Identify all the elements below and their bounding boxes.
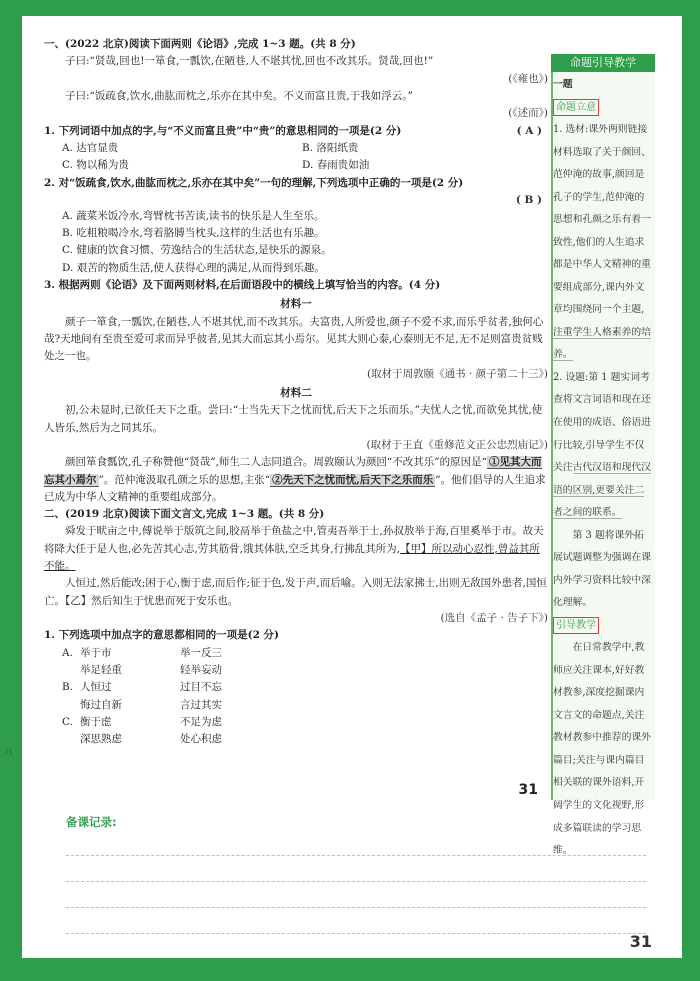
question-1-answer: ( A ) <box>516 124 542 137</box>
material-one-source: (取材于周敦颐《通书 · 颜子第二十三》) <box>367 367 548 380</box>
side-text-4: 在日常教学中,教师应关注课本,好好教材教参,深度挖掘课内文言文的命题点,关注教材教参中推荐的课外篇目;关注与课内篇目相关联的课外语料,开阔学生的文化视野,形成多篇联读的学习思维。 <box>553 642 651 857</box>
mencius-paragraph-2: 人恒过,然后能改;困于心,衡于虑,而后作;征于色,发于声,而后喻。入则无法家拂士,出则无敌国外患者,国恒亡。【乙】然后知生于忧患而死于安乐也。 <box>44 577 547 607</box>
inner-page-number: 31 <box>518 781 538 798</box>
section-two-header: 二、(2019 北京)阅读下面文言文,完成 1~3 题。(共 8 分) <box>44 508 325 521</box>
question-2-answer-row <box>44 192 548 208</box>
material-two-text: 初,公未显时,已欲任天下之重。尝曰:“士当先天下之忧而忧,后天下之乐而乐。”夫忧人之忧,而欲免其忧,使人皆乐,然后为之同其乐。 <box>44 404 543 434</box>
note-line[interactable] <box>66 856 646 882</box>
question-2-option-b: B. 吃粗粮喝冷水,弯着胳膊当枕头,这样的生活也有乐趣。 <box>62 227 325 240</box>
side-panel-header: 命题引导教学 <box>551 54 655 72</box>
note-line[interactable] <box>66 882 646 908</box>
option-c-word-4: 处心积虑 <box>180 733 222 746</box>
analects-quote-1: 子曰:“贤哉,回也!一箪食,一瓢饮,在陋巷,人不堪其忧,回也不改其乐。贤哉,回也!” <box>65 55 434 68</box>
mencius-source: (选自《孟子 · 告子下》) <box>440 612 548 624</box>
mencius-bracket-jia: 【甲】所以动心忍性,曾益其所不能。 <box>44 542 540 573</box>
side-text-1a: 1. 选材:课外两则链接材料选取了关于颜回、范仲淹的故事,颜回是孔子的学生,范仲淹的思想和孔颜之乐有着一致性,他们的人生追求都是中华人文精神的重要组成部分,课内外文章均围绕同一个主题, <box>553 124 651 316</box>
analects-source-1: (《雍也》) <box>508 72 548 85</box>
option-b-word-4: 言过其实 <box>180 698 222 711</box>
side-text-2a: 2. 设题:第 1 题实词考查将文言词语和现在还在使用的成语、俗语进行比较,引导学生不仅关注 <box>553 371 651 474</box>
analects-quote-2: 子曰:“饭疏食,饮水,曲肱而枕之,乐亦在其中矣。不义而富且贵,于我如浮云。” <box>65 89 413 102</box>
question-1-option-a: A. 达官显贵 <box>62 141 119 154</box>
option-c-label: C. <box>62 715 73 728</box>
option-b-word-2: 过目不忘 <box>180 681 222 694</box>
note-line[interactable] <box>66 830 646 856</box>
option-a-word-4: 轻举妄动 <box>180 663 222 676</box>
option-b-word-1: 人恒过 <box>80 681 112 694</box>
material-one-text: 颜子一箪食,一瓢饮,在陋巷,人不堪其忧,而不改其乐。夫富贵,人所爱也,颜子不爱不求,而乐乎贫者,独何心哉?天地间有至贵至爱可求而异乎彼者,见其大而忘其小焉尔。见其大则心泰,心泰则无不足,无不足则富贵贫贱处之一也。 <box>44 315 544 363</box>
question-1-option-c: C. 物以稀为贵 <box>62 159 129 172</box>
question-2-text: 2. 对“饭疏食,饮水,曲肱而枕之,乐亦在其中矣”一句的理解,下列选项中正确的一项是(2 分) <box>44 176 464 189</box>
option-a-label: A. <box>62 646 73 659</box>
side-text-2 <box>553 367 653 525</box>
section-two-question-1-stem: 1. 下列选项中加点字的意思都相同的一项是(2 分) <box>44 629 280 642</box>
question-3-stem: 3. 根据两则《论语》及下面两则材料,在后面语段中的横线上填写恰当的内容。(4 分) <box>44 279 441 292</box>
material-two-source: (取材于王直《重修范文正公忠烈庙记》) <box>366 438 548 451</box>
question-1-options-row-1 <box>44 140 548 157</box>
question-2-option-c: C. 健康的饮食习惯、劳逸结合的生活状态,是快乐的源泉。 <box>62 244 332 257</box>
section-one-header: 一、(2022 北京)阅读下面两则《论语》,完成 1~3 题。(共 8 分) <box>44 38 356 50</box>
option-a-word-3: 举足轻重 <box>80 663 122 676</box>
side-text-1 <box>553 119 653 367</box>
mencius-paragraph-1 <box>44 523 548 575</box>
question-1-options-row-2 <box>44 157 548 174</box>
tag-guided-teaching: 引导教学 <box>553 617 599 634</box>
note-line[interactable] <box>66 908 646 934</box>
question-1-stem <box>44 123 548 140</box>
side-text-2b: 古代汉语和现代汉语的区别,更要关注二者之间的联系。 <box>553 462 651 519</box>
side-section-label: 一题 <box>553 79 573 90</box>
side-panel-body <box>553 74 653 863</box>
material-two-title: 材料二 <box>280 386 312 399</box>
option-a-word-2: 举一反三 <box>180 646 222 659</box>
fill-paragraph-part-a: 颜回箪食瓢饮,孔子称赞他“贤哉”,师生二人志同道合。周敦颐认为颜回“不改其乐”的原因是“ <box>65 456 488 469</box>
question-2-answer: ( B ) <box>515 193 542 206</box>
fill-answer-2: ②先天下之忧而忧,后天下之乐而乐 <box>272 473 434 486</box>
option-c-word-3: 深思熟虑 <box>80 733 122 746</box>
fill-answer-1: ①见其大而忘其小焉尔 <box>44 456 542 486</box>
fill-paragraph <box>44 454 548 506</box>
question-1-option-d: D. 春雨贵如油 <box>302 159 370 172</box>
option-b-label: B. <box>62 681 74 694</box>
lesson-notes <box>66 814 646 934</box>
side-text-1b: 注重学生人格素养的培养。 <box>553 326 651 361</box>
question-2-option-a: A. 蔬菜米饭冷水,弯臂枕书苦读,读书的快乐是人生至乐。 <box>62 209 325 222</box>
option-b-word-3: 悔过自新 <box>80 698 122 711</box>
analects-source-2: (《述而》) <box>508 107 548 120</box>
tag-proposition-intent: 命题立意 <box>553 99 599 116</box>
outer-page-number: 31 <box>629 932 652 951</box>
fill-paragraph-part-b: ”。范仲淹汲取孔颜之乐的思想,主张“ <box>98 473 271 486</box>
mencius-paragraph-1-text: 舜发于畎亩之中,傅说举于版筑之间,胶鬲举于鱼盐之中,管夷吾举于士,孙叔敖举于海,百里奚举于市。故天将降大任于是人也,必先苦其心志,劳其筋骨,饿其体肤,空乏其身,行拂乱其所为, <box>44 525 544 555</box>
option-c-word-1: 衡于虑 <box>80 715 112 728</box>
question-1-option-b: B. 洛阳纸贵 <box>302 141 359 154</box>
margin-page-number: 31 <box>4 748 13 756</box>
material-one-title: 材料一 <box>280 298 312 311</box>
section-two-question-1-options <box>44 645 548 749</box>
question-2-stem <box>44 175 548 192</box>
option-a-word-1: 举于市 <box>80 646 112 659</box>
lesson-notes-title: 备课记录: <box>66 815 117 829</box>
fill-paragraph-part-c: ”。他们倡导的人生追求已成为中华人文精神的重要组成部分。 <box>44 473 546 503</box>
option-c-word-2: 不足为虑 <box>180 715 222 728</box>
question-1-text: 1. 下列词语中加点的字,与“不义而富且贵”中“贵”的意思相同的一项是(2 分) <box>44 124 402 137</box>
side-text-3: 第 3 题将课外拓展试题调整为强调在课内外学习资料比较中深化理解。 <box>553 529 651 609</box>
main-content <box>44 36 548 806</box>
question-2-option-d: D. 艰苦的物质生活,使人获得心理的满足,从而得到乐趣。 <box>62 261 325 274</box>
